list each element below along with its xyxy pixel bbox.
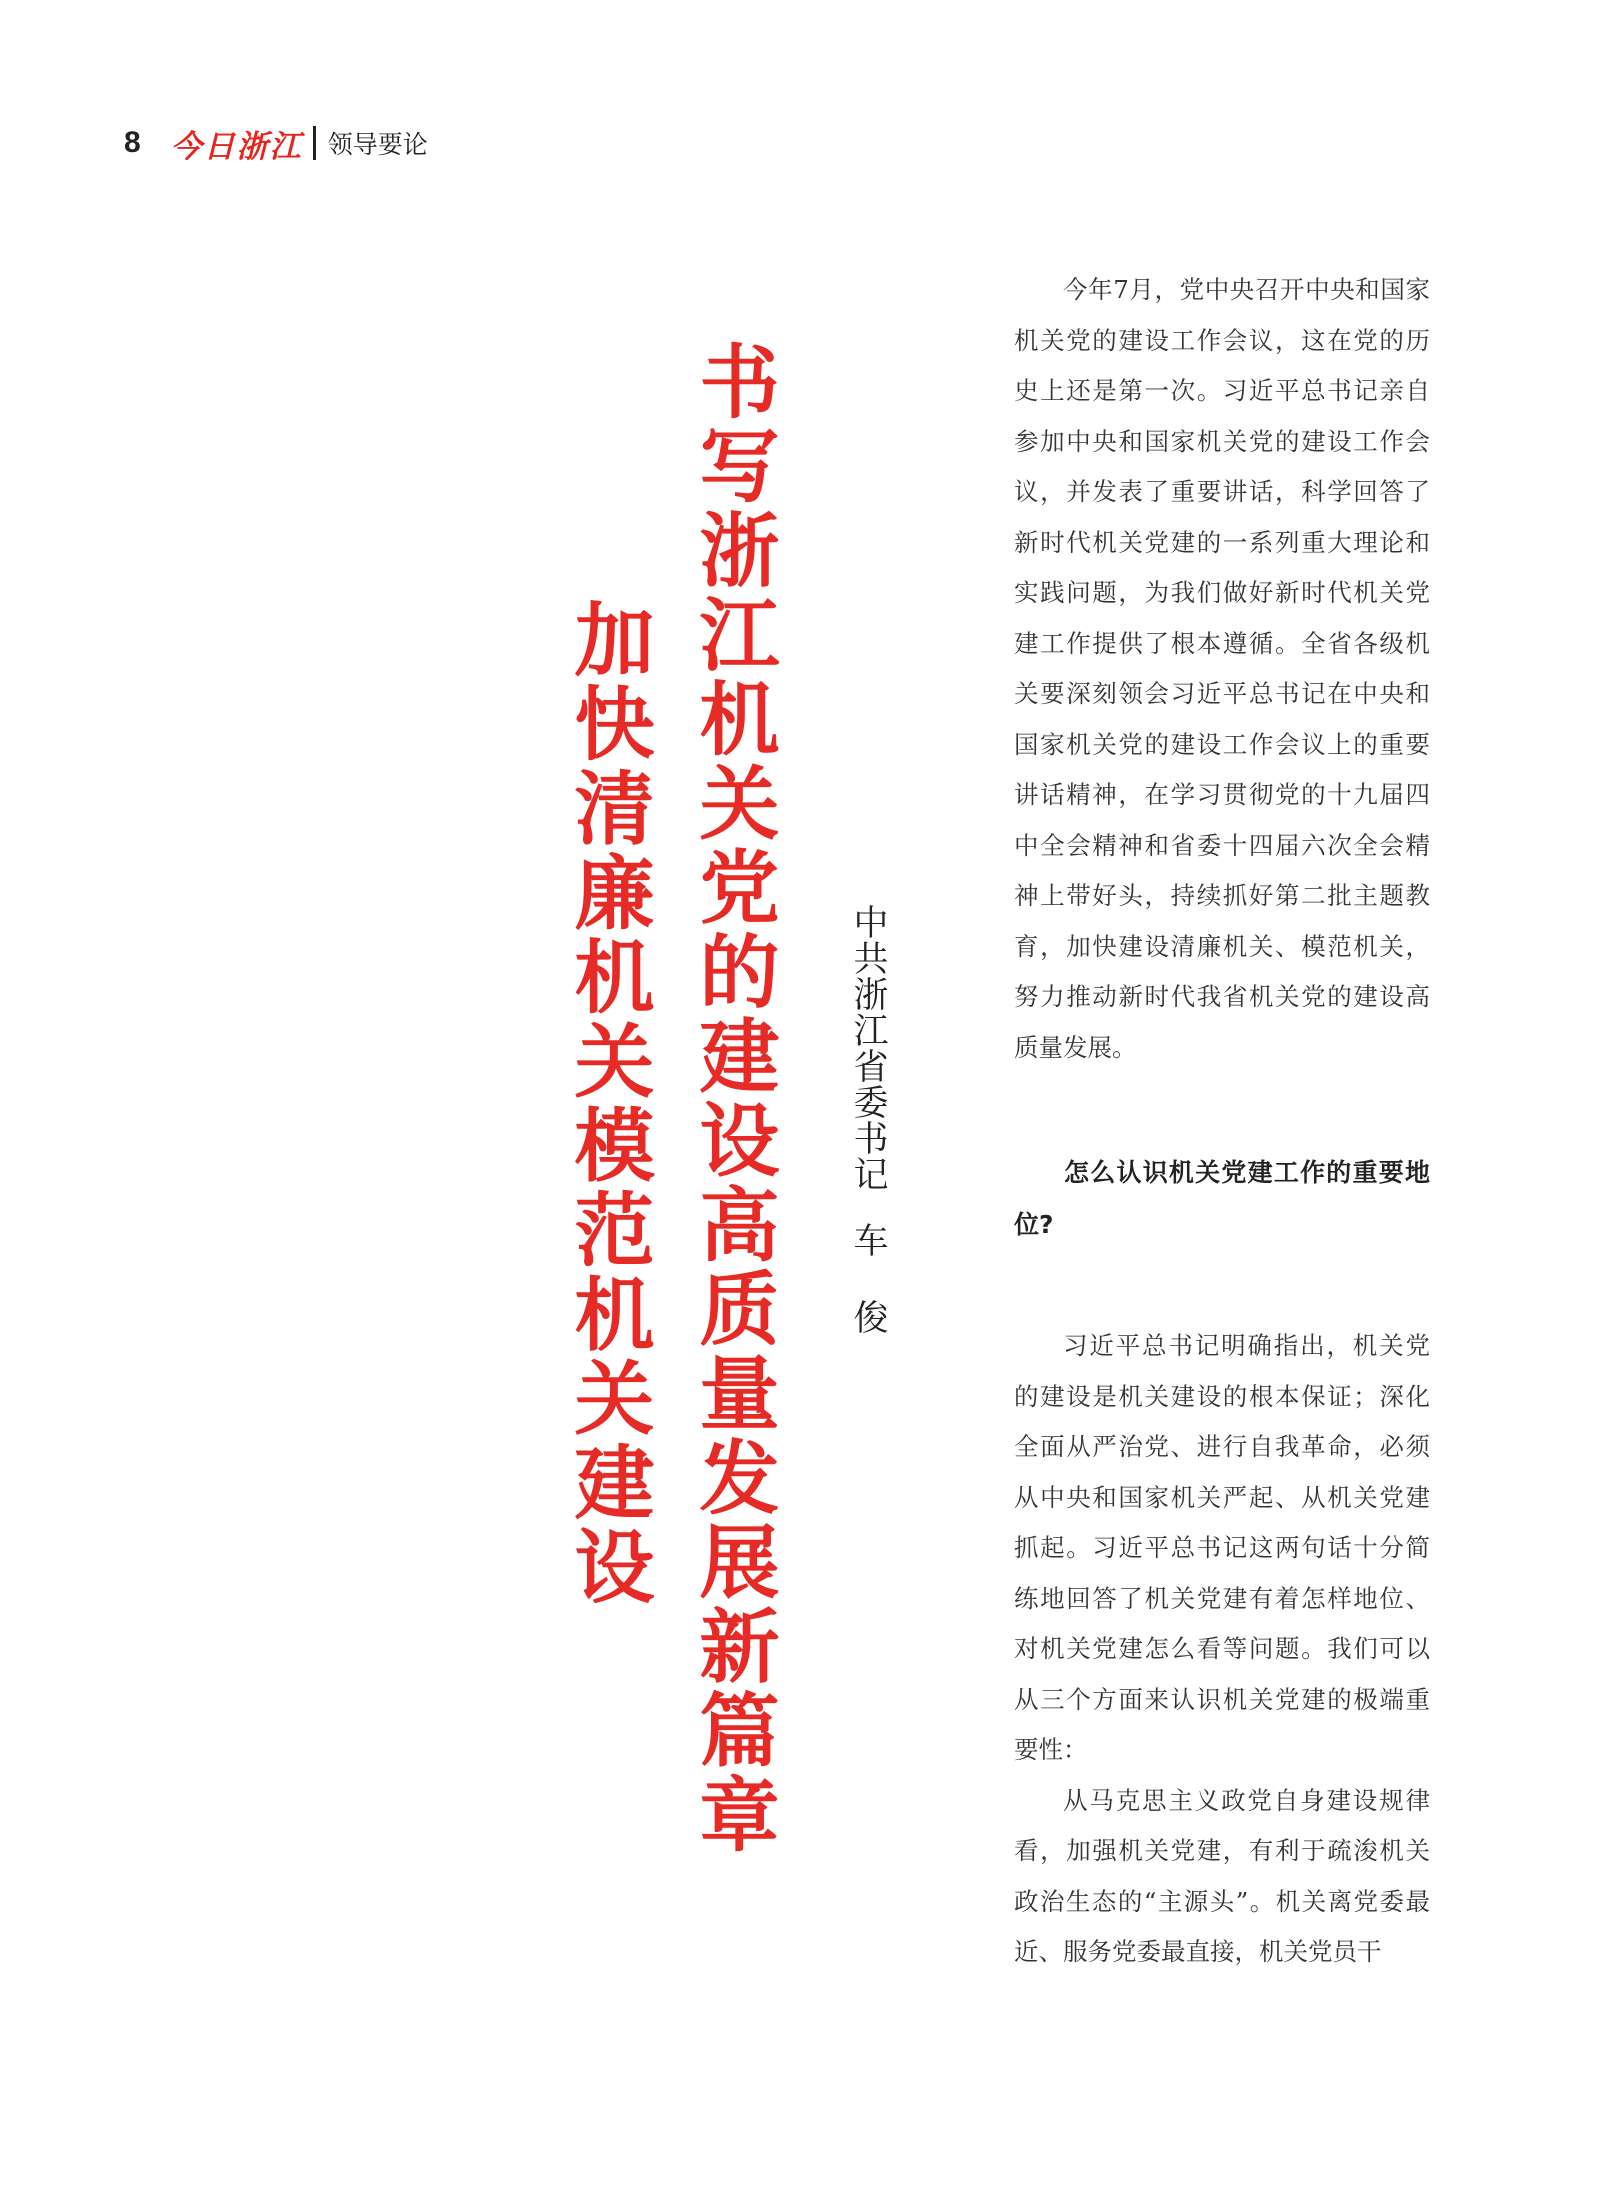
header-divider: [313, 126, 316, 160]
body-paragraph: 今年7月，党中央召开中央和国家机关党的建设工作会议，这在党的历史上还是第一次。习近平总书记亲自参加中央和国家机关党的建设工作会议，并发表了重要讲话，科学回答了新时代机关党建的一系列重大理论和实践问题，为我们做好新时代机关党建工作提供了根本遵循。全省各级机关要深刻领会习近平总书记在中央和国家机关党的建设工作会议上的重要讲话精神，在学习贯彻党的十九届四中全会精神和省委十四届六次全会精神上带好头，持续抓好第二批主题教育，加快建设清廉机关、模范机关，努力推动新时代我省机关党的建设高质量发展。: [1014, 275, 1430, 1062]
page-number: 8: [124, 126, 141, 159]
article-subtitle: 加快清廉机关模范机关建设: [561, 598, 654, 1610]
magazine-logo: 今日浙江: [170, 128, 303, 165]
body-paragraph: 习近平总书记明确指出，机关党的建设是机关建设的根本保证；深化全面从严治党、进行自我革命，必须从中央和国家机关严起、从机关党建抓起。习近平总书记这两句话十分简练地回答了机关党建有着怎样地位、对机关党建怎么看等问题。我们可以从三个方面来认识机关党建的极端重要性：: [1014, 1331, 1430, 1764]
page-header: [124, 118, 428, 168]
body-paragraph: 从马克思主义政党自身建设规律看，加强机关党建，有利于疏浚机关政治生态的“主源头”。机关离党委最近、服务党委最直接，机关党员干: [1014, 1785, 1430, 1966]
author-byline: [846, 904, 890, 1335]
section-name: 领导要论: [327, 130, 428, 159]
author-title: 中共浙江省委书记: [848, 904, 888, 1192]
article-body: [1014, 265, 1430, 1978]
author-name: 车 俊: [848, 1222, 888, 1335]
article-title: 书写浙江机关党的建设高质量发展新篇章: [686, 340, 779, 1858]
question-heading: 怎么认识机关党建工作的重要地位?: [1014, 1158, 1430, 1239]
